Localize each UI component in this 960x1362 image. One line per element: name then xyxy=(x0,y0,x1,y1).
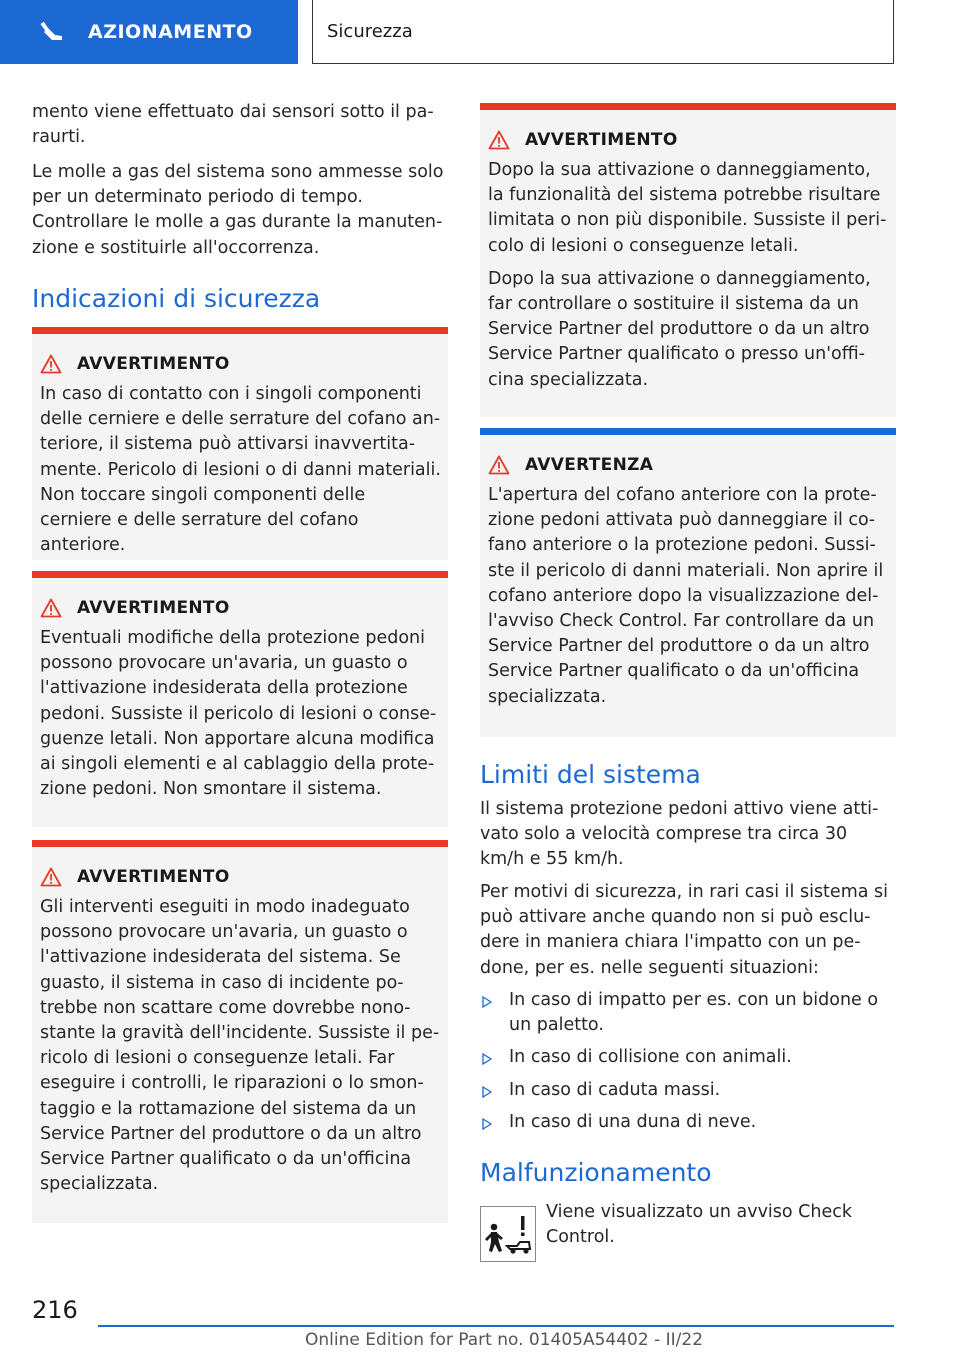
page-number: 216 xyxy=(32,1296,78,1324)
warning-box-4 xyxy=(480,103,896,417)
warning-bar xyxy=(32,327,448,334)
warning-text-2: Dopo la sua attivazione o danneggiamento, far controllare o sostituire il sistema da un Service Partner del produttore o da un altro Service Partner qualificato o presso un'officina specializzata. xyxy=(488,268,871,390)
warning-triangle-icon xyxy=(40,598,62,618)
limits-paragraph-2: Per motivi di sicurezza, in rari casi il sistema si può attivare anche quando non si può escludere in maniera chiara l'impatto con un pedone, per es. nelle seguenti situazioni: xyxy=(480,882,889,978)
warning-title-text: AVVERTIMENTO xyxy=(77,598,230,618)
section-label: AZIONAMENTO xyxy=(88,21,253,43)
warning-bar xyxy=(32,571,448,578)
warning-text: In caso di contatto con i singoli componenti delle cerniere e delle serrature del cofano anteriore, il sistema può attivarsi inavvertitamente. Pericolo di lesioni o di danni materiali. Non toccare singoli componenti delle cerniere e delle serrature del cofano anteriore. xyxy=(40,384,441,556)
warning-box-3 xyxy=(32,840,448,1223)
list-item-text: In caso di una duna di neve. xyxy=(509,1111,757,1132)
section-heading-malfunction: Malfunzionamento xyxy=(480,1158,712,1187)
section-tab[interactable] xyxy=(0,0,298,64)
notice-text: L'apertura del cofano anteriore con la protezione pedoni attivata può danneggiare il cofano anteriore o la protezione pedoni. Sussiste il pericolo di danni materiali. Non aprire il cofano anteriore dopo la visualizzazione dell'avviso Check Control. Far controllare da un Service Partner del produttore o da un altro Service Partner qualificato o da un'officina specializzata. xyxy=(488,485,884,707)
footer-divider xyxy=(98,1325,894,1327)
bullet-triangle-icon xyxy=(482,996,492,1008)
section-heading-limits: Limiti del sistema xyxy=(480,760,701,789)
page-title: Sicurezza xyxy=(327,21,413,42)
warning-box-2 xyxy=(32,571,448,827)
notice-bar xyxy=(480,428,896,435)
section-heading-safety: Indicazioni di sicurezza xyxy=(32,284,321,313)
footer-edition: Online Edition for Part no. 01405A54402 - II/22 xyxy=(305,1330,704,1350)
list-item-text: In caso di impatto per es. con un bidone o un paletto. xyxy=(509,990,879,1036)
bullet-triangle-icon xyxy=(482,1053,492,1065)
warning-triangle-icon xyxy=(488,130,510,150)
warning-text: Gli interventi eseguiti in modo inadeguato possono provocare un'avaria, un guasto o l'attivazione indesiderata del sistema. Se guasto, il sistema in caso di incidente potrebbe non scattare come dovrebbe nonostante la gravità dell'incidente. Sussiste il pericolo di lesioni o conseguenze letali. Far eseguire i controlli, le riparazioni o lo smontaggio e la rottamazione del sistema da un Service Partner del produttore o da un altro Service Partner qualificato o da un'officina specializzata. xyxy=(40,897,440,1195)
notice-title xyxy=(480,455,896,475)
warning-triangle-icon xyxy=(40,354,62,374)
list-item xyxy=(480,988,890,1038)
warning-title-text: AVVERTIMENTO xyxy=(77,354,230,374)
limits-paragraph-1: Il sistema protezione pedoni attivo viene attivato solo a velocità comprese tra circa 30 km/h e 55 km/h. xyxy=(480,799,879,870)
notice-box xyxy=(480,428,896,737)
warning-title xyxy=(480,130,896,150)
warning-title-text: AVVERTIMENTO xyxy=(525,130,678,150)
warning-title xyxy=(32,354,448,374)
list-item xyxy=(480,1078,890,1103)
warning-triangle-icon xyxy=(40,867,62,887)
warning-title-text: AVVERTIMENTO xyxy=(77,867,230,887)
warning-title xyxy=(32,598,448,618)
malfunction-text: Viene visualizzato un avviso Check Control. xyxy=(546,1202,853,1248)
list-item-text: In caso di caduta massi. xyxy=(509,1079,721,1100)
bullet-triangle-icon xyxy=(482,1118,492,1130)
warning-box-1 xyxy=(32,327,448,560)
bullet-triangle-icon xyxy=(482,1086,492,1098)
notice-title-text: AVVERTENZA xyxy=(525,455,654,475)
limits-list xyxy=(480,988,890,1135)
foot-pedal-icon xyxy=(40,19,66,45)
warning-bar xyxy=(480,103,896,110)
list-item xyxy=(480,1110,890,1135)
list-item-text: In caso di collisione con animali. xyxy=(509,1047,792,1068)
intro-paragraph-1: mento viene effettuato dai sensori sotto il paraurti. xyxy=(32,102,434,148)
warning-bar xyxy=(32,840,448,847)
notice-triangle-icon xyxy=(488,455,510,475)
warning-text-1: Dopo la sua attivazione o danneggiamento, la funzionalità del sistema potrebbe risultare limitata o non più disponibile. Sussiste il pericolo di lesioni o conseguenze letali. xyxy=(488,160,887,256)
pedestrian-protection-warning-icon xyxy=(480,1205,536,1263)
warning-title xyxy=(32,867,448,887)
page-title-box xyxy=(312,0,894,64)
intro-paragraph-2: Le molle a gas del sistema sono ammesse solo per un determinato periodo di tempo. Controllare le molle a gas durante la manutenzione e sostituirle all'occorrenza. xyxy=(32,162,444,258)
warning-text: Eventuali modifiche della protezione pedoni possono provocare un'avaria, un guasto o l'attivazione indesiderata della protezione pedoni. Sussiste il pericolo di lesioni o conseguenze letali. Non apportare alcuna modifica ai singoli elementi e al cablaggio della protezione pedoni. Non smontare il sistema. xyxy=(40,628,437,800)
list-item xyxy=(480,1045,890,1070)
